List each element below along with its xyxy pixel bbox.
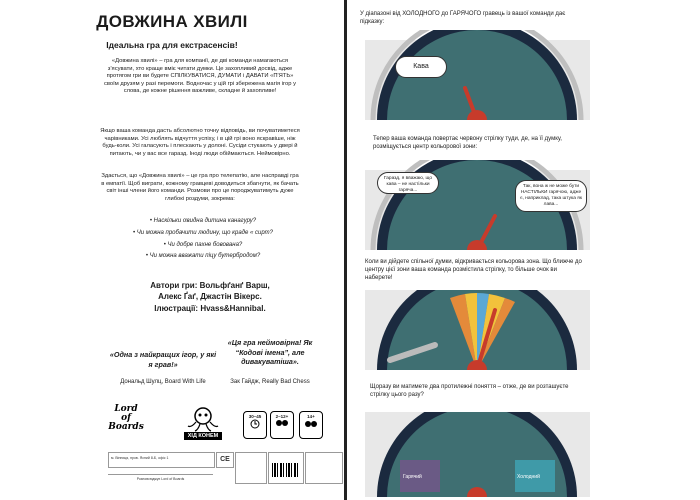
right-page	[355, 0, 700, 500]
illustrations-value: Hvass&Hannibal.	[200, 303, 266, 313]
credits	[100, 280, 320, 314]
dial-scene-4	[365, 412, 590, 497]
address-text: м. Вінниця, пров. Ясний 8-Б, офіс 1	[111, 456, 169, 460]
code-box	[305, 452, 343, 484]
question-item: • Чи можна пробачити людину, що краде « сирт?	[132, 229, 274, 236]
paragraph-intro: «Довжина хвилі» – гра для компанії, де дві команди намагаються з'ясувати, хто краще вміє читати думки. Це захопливий досвід, адже протягом гри ви будете СПІЛКУВАТИСЯ, ДУМАТИ і ДАВАТИ «П'ЯТЬ» своїм друзям у разі перемоги. Водночас у цій грі збережена магія ігор у слова, де кожне рішення важливе, складне й захопливе!	[103, 58, 296, 95]
age-badge: 14+	[299, 411, 323, 439]
players-icon	[275, 419, 289, 429]
card-right-label: Холодний	[517, 474, 540, 480]
play-time-badge: 30–45	[243, 411, 267, 439]
instruction-3: Коли ви дійдете спільної думки, відкривається кольорова зона. Що ближче до центру цієї зони ваша команда розмістила стрілку, то більше очок ви наберете!	[365, 259, 582, 282]
paragraph-empathy: Здається, що «Довжина хвилі» – це гра про телепатію, але насправді гра в емпатії. Щоб виграти, кожному гравцеві доводиться збагнути, як бачать світ інші члени його команди. Розмови про це породжуватимуть дуже глибокі роздуми, зокрема:	[101, 173, 299, 202]
quote-1-author: Дональд Шулц, Board With Life	[120, 379, 206, 385]
ce-mark: CE	[216, 452, 234, 468]
hid-konem-logo	[178, 405, 228, 441]
instruction-4: Щоразу ви матимете два протилежні поняття – отже, де ви розташуєте стрілку цього разу?	[370, 384, 569, 399]
distributor-text: Розповсюджує Lord of Boards	[108, 474, 213, 481]
authors-1: Вольфґанґ Варш,	[199, 281, 270, 290]
page-subtitle: Ідеальна гра для екстрасенсів!	[106, 40, 238, 50]
thought-bubble-1: Гаразд, я вважаю, що кава – не настільки гаряча...	[377, 172, 439, 194]
clue-bubble: Кава	[395, 56, 447, 78]
card-left-label: Гарячий	[403, 474, 422, 480]
hid-konem-label: ХІД КОНЕМ	[187, 433, 219, 439]
quote-2: «Ця гра неймовірна! Як “Кодові імена”, але дивакуватіша».	[227, 338, 313, 366]
quote-2-author: Зак Гайдж, Really Bad Chess	[230, 379, 310, 385]
thought-bubble-2: Так, вона ж не може бути НАСТІЛЬКИ гарячою, адже є, наприклад, така штука як лава...	[515, 180, 587, 212]
legal-info	[108, 452, 343, 488]
left-page	[0, 0, 344, 500]
barcode-icon	[269, 453, 303, 483]
authors-2: Алекс Ґаґ, Джастін Вікерс.	[158, 292, 262, 302]
distributor-box	[235, 452, 267, 484]
barcode-box	[268, 452, 304, 484]
dial-scene-3	[365, 290, 590, 370]
page-title: ДОВЖИНА ХВИЛІ	[96, 12, 248, 31]
questions-list	[98, 216, 308, 263]
instruction-1: У діапазоні від ХОЛОДНОГО до ГАРЯЧОГО гравець із вашої команди дає підказку:	[360, 11, 566, 26]
page-divider	[344, 0, 347, 500]
clock-icon	[250, 419, 260, 429]
age-icon	[304, 419, 318, 429]
authors-label: Автори гри:	[150, 281, 198, 290]
lord-of-boards-logo: Lord of Boards	[108, 404, 144, 432]
illustrations-label: Ілюстрації:	[154, 303, 199, 313]
question-item: • Наскільки ơвидна дитина канагуру?	[149, 218, 257, 224]
paragraph-success: Якщо ваша команда дасть абсолютно точну відповідь, ви почуватиметеся чарівниками. Усі люблять відчуття успіху, і в цій грі воно яскравіше, ніж будь-коли. Усі галасують і плескають у долоні. Сусіди стукають у двері й питають, чи у вас все гаразд. Іноді люди обіймаються. Неймовірно.	[100, 128, 300, 157]
quote-1: «Одна з найкращих ігор, у які я грав!»	[109, 350, 217, 369]
question-item: • Чи можна вважати піцу бутербродом?	[145, 253, 261, 260]
question-item: • Чи добре пахне бовована?	[163, 241, 243, 248]
instruction-2: Тепер ваша команда повертає червону стрілку туди, де, на її думку, розміщується центр кольорової зони:	[373, 136, 562, 151]
logos-row	[108, 405, 348, 445]
players-badge: 2–12+	[270, 411, 294, 439]
